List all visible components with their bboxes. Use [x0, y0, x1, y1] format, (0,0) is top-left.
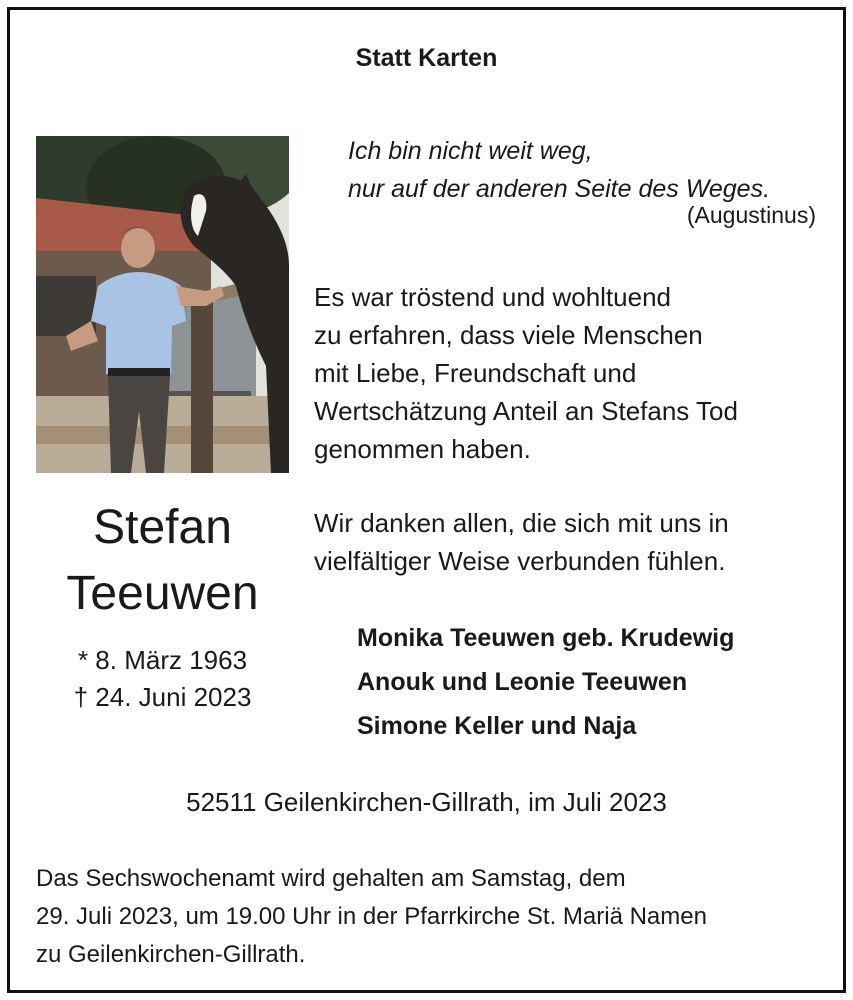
text-line: mit Liebe, Freundschaft und [314, 358, 637, 388]
text-line: zu erfahren, dass viele Menschen [314, 320, 703, 350]
text-line: vielfältiger Weise verbunden fühlen. [314, 546, 726, 576]
thanks-paragraph-1 [314, 278, 738, 468]
text-line: zu Geilenkirchen-Gillrath. [36, 941, 306, 968]
signer: Simone Keller und Naja [357, 712, 637, 740]
place-date: 52511 Geilenkirchen-Gillrath, im Juli 2023 [186, 787, 667, 817]
thanks-paragraph-2 [314, 504, 729, 580]
signer: Monika Teeuwen geb. Krudewig [357, 624, 735, 652]
quote-line: nur auf der anderen Seite des Weges. [348, 175, 771, 203]
text-line: Das Sechswochenamt wird gehalten am Samstag, dem [36, 865, 626, 892]
text-line: 29. Juli 2023, um 19.00 Uhr in der Pfarrkirche St. Mariä Namen [36, 903, 707, 930]
deceased-last-name: Teeuwen [66, 567, 259, 620]
death-date: † 24. Juni 2023 [73, 682, 252, 712]
quote [348, 132, 770, 208]
header-title: Statt Karten [355, 44, 498, 72]
service-info [36, 860, 707, 974]
signer: Anouk und Leonie Teeuwen [357, 668, 688, 696]
quote-attribution: (Augustinus) [686, 202, 816, 228]
birth-date: * 8. März 1963 [77, 645, 248, 675]
deceased-dates [36, 642, 289, 716]
text-line: genommen haben. [314, 434, 531, 464]
signers-list [357, 616, 734, 748]
text-line: Es war tröstend und wohltuend [314, 282, 671, 312]
text-line: Wertschätzung Anteil an Stefans Tod [314, 396, 738, 426]
deceased-first-name: Stefan [93, 501, 232, 554]
portrait-photo [36, 136, 289, 473]
quote-line: Ich bin nicht weit weg, [348, 137, 593, 165]
text-line: Wir danken allen, die sich mit uns in [314, 508, 729, 538]
